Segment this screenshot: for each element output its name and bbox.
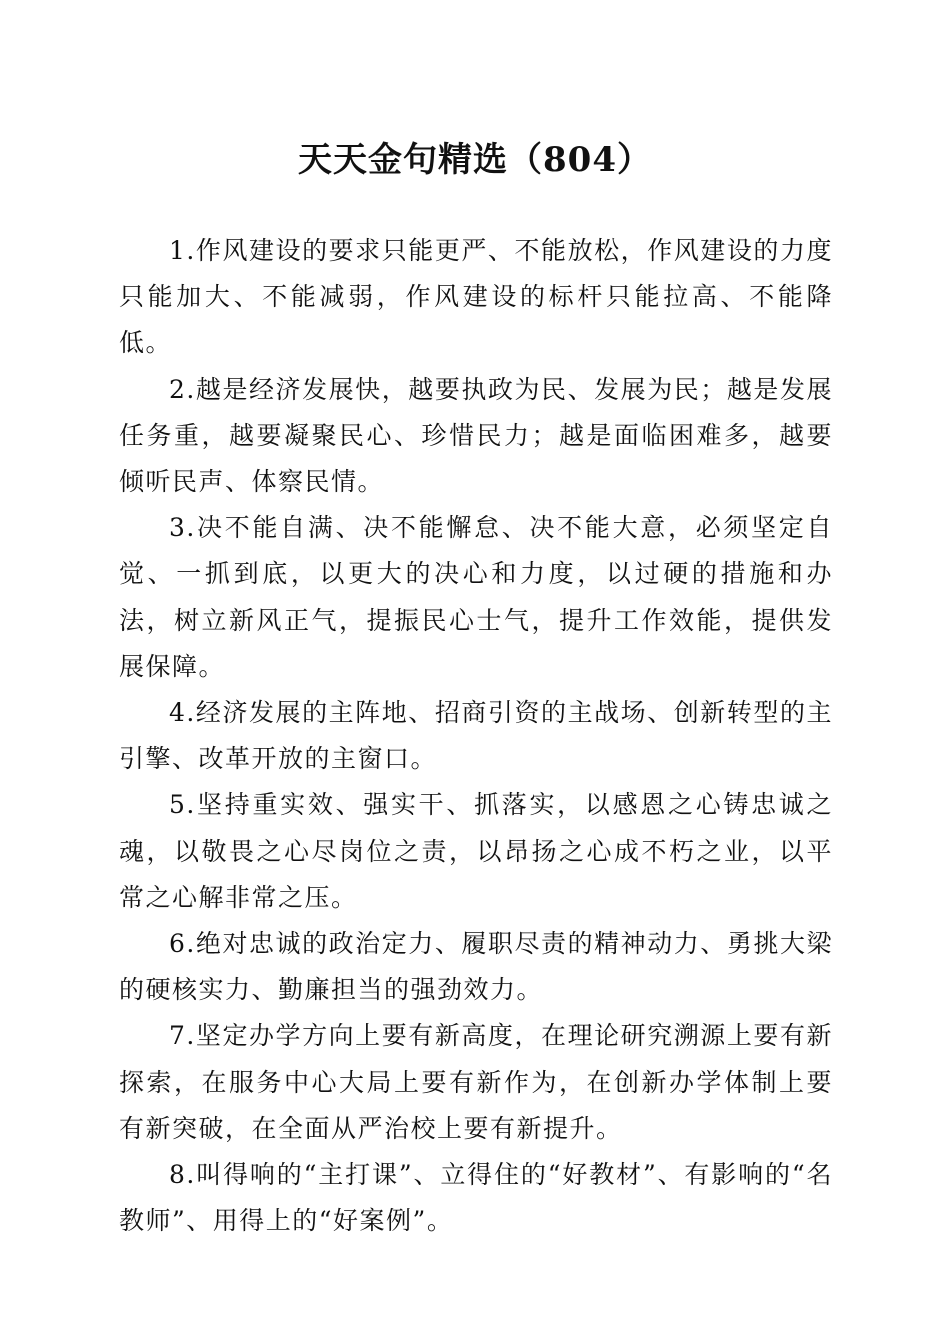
paragraph-1: 1.作风建设的要求只能更严、不能放松，作风建设的力度只能加大、不能减弱，作风建设的标杆只能拉高、不能降低。 [119,236,833,358]
paragraph-5: 5.坚持重实效、强实干、抓落实，以感恩之心铸忠诚之魂，以敬畏之心尽岗位之责，以昂扬之心成不朽之业，以平常之心解非常之压。 [119,790,833,912]
document-title: 天天金句精选（804） [298,140,652,180]
document-body [119,228,833,1244]
paragraph-3: 3.决不能自满、决不能懈怠、决不能大意，必须坚定自觉、一抓到底，以更大的决心和力度，以过硬的措施和办法，树立新风正气，提振民心士气，提升工作效能，提供发展保障。 [119,513,833,681]
paragraph-8: 8.叫得响的“主打课”、立得住的“好教材”、有影响的“名教师”、用得上的“好案例”。 [119,1160,833,1236]
paragraph-7: 7.坚定办学方向上要有新高度，在理论研究溯源上要有新探索，在服务中心大局上要有新作为，在创新办学体制上要有新突破，在全面从严治校上要有新提升。 [119,1021,833,1143]
paragraph-4: 4.经济发展的主阵地、招商引资的主战场、创新转型的主引擎、改革开放的主窗口。 [119,698,833,774]
paragraph-2: 2.越是经济发展快，越要执政为民、发展为民；越是发展任务重，越要凝聚民心、珍惜民力；越是面临困难多，越要倾听民声、体察民情。 [119,374,833,497]
paragraph-6: 6.绝对忠诚的政治定力、履职尽责的精神动力、勇挑大梁的硬核实力、勤廉担当的强劲效力。 [119,929,833,1005]
